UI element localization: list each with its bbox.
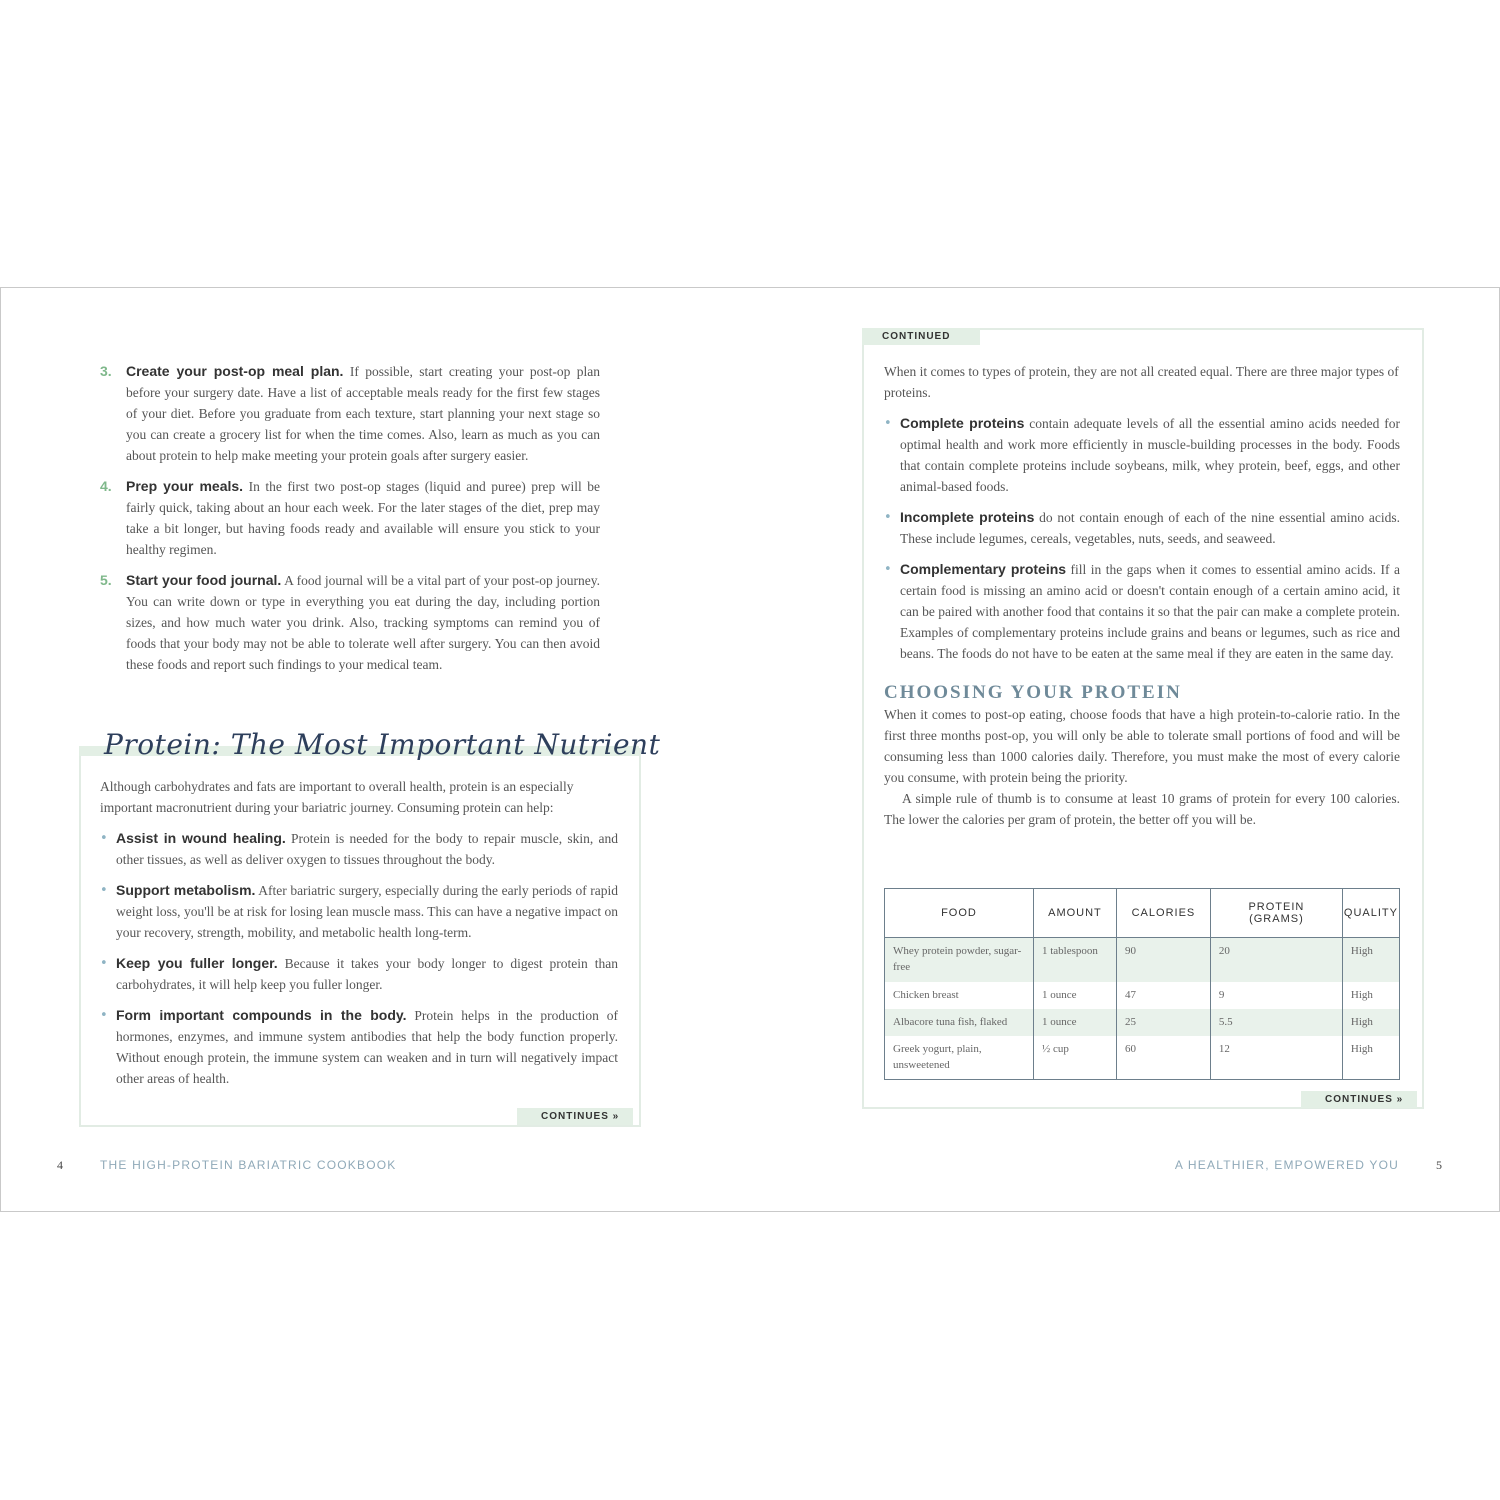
step-number: 4. [100, 478, 112, 494]
protein-type-bullet [884, 507, 1400, 549]
running-head-right: A HEALTHIER, EMPOWERED YOU [1174, 1158, 1399, 1172]
table-row [885, 982, 1400, 1009]
step-number: 3. [100, 363, 112, 379]
bullet-heading: Complete proteins [900, 415, 1025, 431]
sidebar-bullet [100, 828, 618, 870]
protein-type-bullet [884, 413, 1400, 497]
table-cell: High [1342, 1009, 1399, 1036]
table-header-row [885, 889, 1400, 938]
table-cell: High [1342, 938, 1399, 982]
protein-type-bullet [884, 559, 1400, 664]
table-row [885, 1009, 1400, 1036]
step-body: A food journal will be a vital part of your post-op journey. You can write down or type in everything you eat during the day, including portion sizes, and how much water you drink. Also, tracking symptoms can remind you of foods that your body may not be able to tolerate well after surgery. You can then avoid these foods and report such findings to your medical team. [126, 573, 600, 672]
continued-tag: CONTINUED [862, 328, 980, 345]
protein-table [884, 888, 1400, 1080]
table-cell: Greek yogurt, plain, unsweetened [893, 1042, 982, 1071]
step-number: 5. [100, 572, 112, 588]
bullet-body: Protein helps in the production of hormones, enzymes, and immune system antibodies that help the body function properly. Without enough protein, the immune system can weaken and in turn will negatively impact other areas of health. [116, 1008, 618, 1086]
bullet-body: fill in the gaps when it comes to essential amino acids. If a certain food is missing an amino acid or doesn't contain enough of a certain amino acid, it can be paired with another food that contains it so that the pair can make a complete protein. Examples of complementary proteins include grains and beans or legumes, such as rice and beans. The foods do not have to be eaten at the same meal if they are eaten in the same day. [900, 562, 1400, 661]
table-cell: High [1342, 982, 1399, 1009]
sidebar-content [100, 776, 618, 1099]
step-body: If possible, start creating your post-op plan before your surgery date. Have a list of acceptable meals ready for the first few stages of your diet. Before you graduate from each texture, start planning your next stage so you can create a grocery list for when the time comes. Also, learn as much as you can about protein to help make meeting your protein goals after surgery easier. [126, 364, 600, 463]
right-content [884, 361, 1400, 830]
page-number-right: 5 [1436, 1158, 1442, 1172]
column-header: AMOUNT [1033, 889, 1116, 938]
table-row [885, 1036, 1400, 1080]
continues-tag: CONTINUES » [1301, 1091, 1417, 1108]
column-header: FOOD [885, 889, 1034, 938]
sidebar-bullet [100, 953, 618, 995]
sidebar-title: Protein: The Most Important Nutrient [104, 728, 661, 761]
sidebar-intro: Although carbohydrates and fats are important to overall health, protein is an especially important macronutrient during your bariatric journey. Consuming protein can help: [100, 779, 574, 815]
bullet-heading: Support metabolism. [116, 882, 256, 898]
table-cell: 25 [1116, 1009, 1210, 1036]
step-heading: Create your post-op meal plan. [126, 363, 344, 379]
page-number-left: 4 [57, 1158, 63, 1172]
table-row [885, 938, 1400, 982]
bullet-heading: Incomplete proteins [900, 509, 1035, 525]
step-heading: Start your food journal. [126, 572, 282, 588]
bullet-heading: Assist in wound healing. [116, 830, 286, 846]
bullet-body: Because it takes your body longer to digest protein than carbohydrates, it will help keep you fuller longer. [116, 956, 618, 992]
table-cell: Albacore tuna fish, flaked [885, 1009, 1034, 1036]
choosing-para-1: When it comes to post-op eating, choose foods that have a high protein-to-calorie ratio. In the first three months post-op, you will only be able to tolerate small portions of food and will be consuming less than 1000 calories daily. Therefore, you must make the most of every calorie you consume, with protein being the priority. [884, 707, 1400, 785]
table-cell: High [1342, 1036, 1399, 1080]
step-heading: Prep your meals. [126, 478, 244, 494]
step-body: In the first two post-op stages (liquid and puree) prep will be fairly quick, taking about an hour each week. For the later stages of the diet, prep may take a bit longer, but having foods ready and available will ensure you stick to your healthy regimen. [126, 479, 600, 557]
table-cell: Chicken breast [893, 988, 959, 1001]
table-cell: Whey protein powder, sugar-free [885, 938, 1034, 982]
bullet-body: Protein is needed for the body to repair muscle, skin, and other tissues, as well as deliver oxygen to tissues throughout the body. [116, 831, 618, 867]
book-spread [0, 287, 1500, 1212]
sidebar-bullet [100, 880, 618, 943]
sidebar-bullet [100, 1005, 618, 1089]
table-cell: 12 [1210, 1036, 1342, 1080]
table-cell: 20 [1210, 938, 1342, 982]
bullet-heading: Form important compounds in the body. [116, 1007, 407, 1023]
bullet-heading: Complementary proteins [900, 561, 1067, 577]
table-cell: 9 [1210, 982, 1342, 1009]
bullet-body: contain adequate levels of all the essential amino acids needed for optimal health and work more efficiently in muscle-building processes in the body. Foods that contain complete proteins include soybeans, milk, whey protein, beef, eggs, and other animal-based foods. [900, 416, 1401, 494]
bullet-body: After bariatric surgery, especially during the early periods of rapid weight loss, you'll be at risk for losing lean muscle mass. This can have a negative impact on your recovery, strength, mobility, and metabolic health long-term. [116, 883, 619, 940]
table-cell: 1 ounce [1033, 982, 1116, 1009]
step-5 [100, 570, 600, 675]
bullet-body: do not contain enough of each of the nine essential amino acids. These include legumes, cereals, vegetables, nuts, seeds, and seaweed. [900, 510, 1400, 546]
section-heading: CHOOSING YOUR PROTEIN [884, 682, 1182, 703]
choosing-para-2: A simple rule of thumb is to consume at least 10 grams of protein for every 100 calories. The lower the calories per gram of protein, the better off you will be. [884, 791, 1400, 827]
continues-tag: CONTINUES » [517, 1108, 633, 1125]
column-header: PROTEIN (GRAMS) [1210, 889, 1342, 938]
table-cell: 60 [1116, 1036, 1210, 1080]
step-3 [100, 361, 600, 466]
table-cell: 1 ounce [1033, 1009, 1116, 1036]
running-head-left: THE HIGH-PROTEIN BARIATRIC COOKBOOK [100, 1158, 397, 1172]
column-header: CALORIES [1116, 889, 1210, 938]
table-cell: 47 [1116, 982, 1210, 1009]
table-cell: 90 [1116, 938, 1210, 982]
step-4 [100, 476, 600, 560]
bullet-heading: Keep you fuller longer. [116, 955, 278, 971]
table-cell: ½ cup [1033, 1036, 1116, 1080]
column-header: QUALITY [1342, 889, 1399, 938]
table-cell: 1 tablespoon [1033, 938, 1116, 982]
table-cell: 5.5 [1210, 1009, 1342, 1036]
steps-list [100, 361, 600, 685]
types-intro: When it comes to types of protein, they are not all created equal. There are three major types of proteins. [884, 364, 1399, 400]
